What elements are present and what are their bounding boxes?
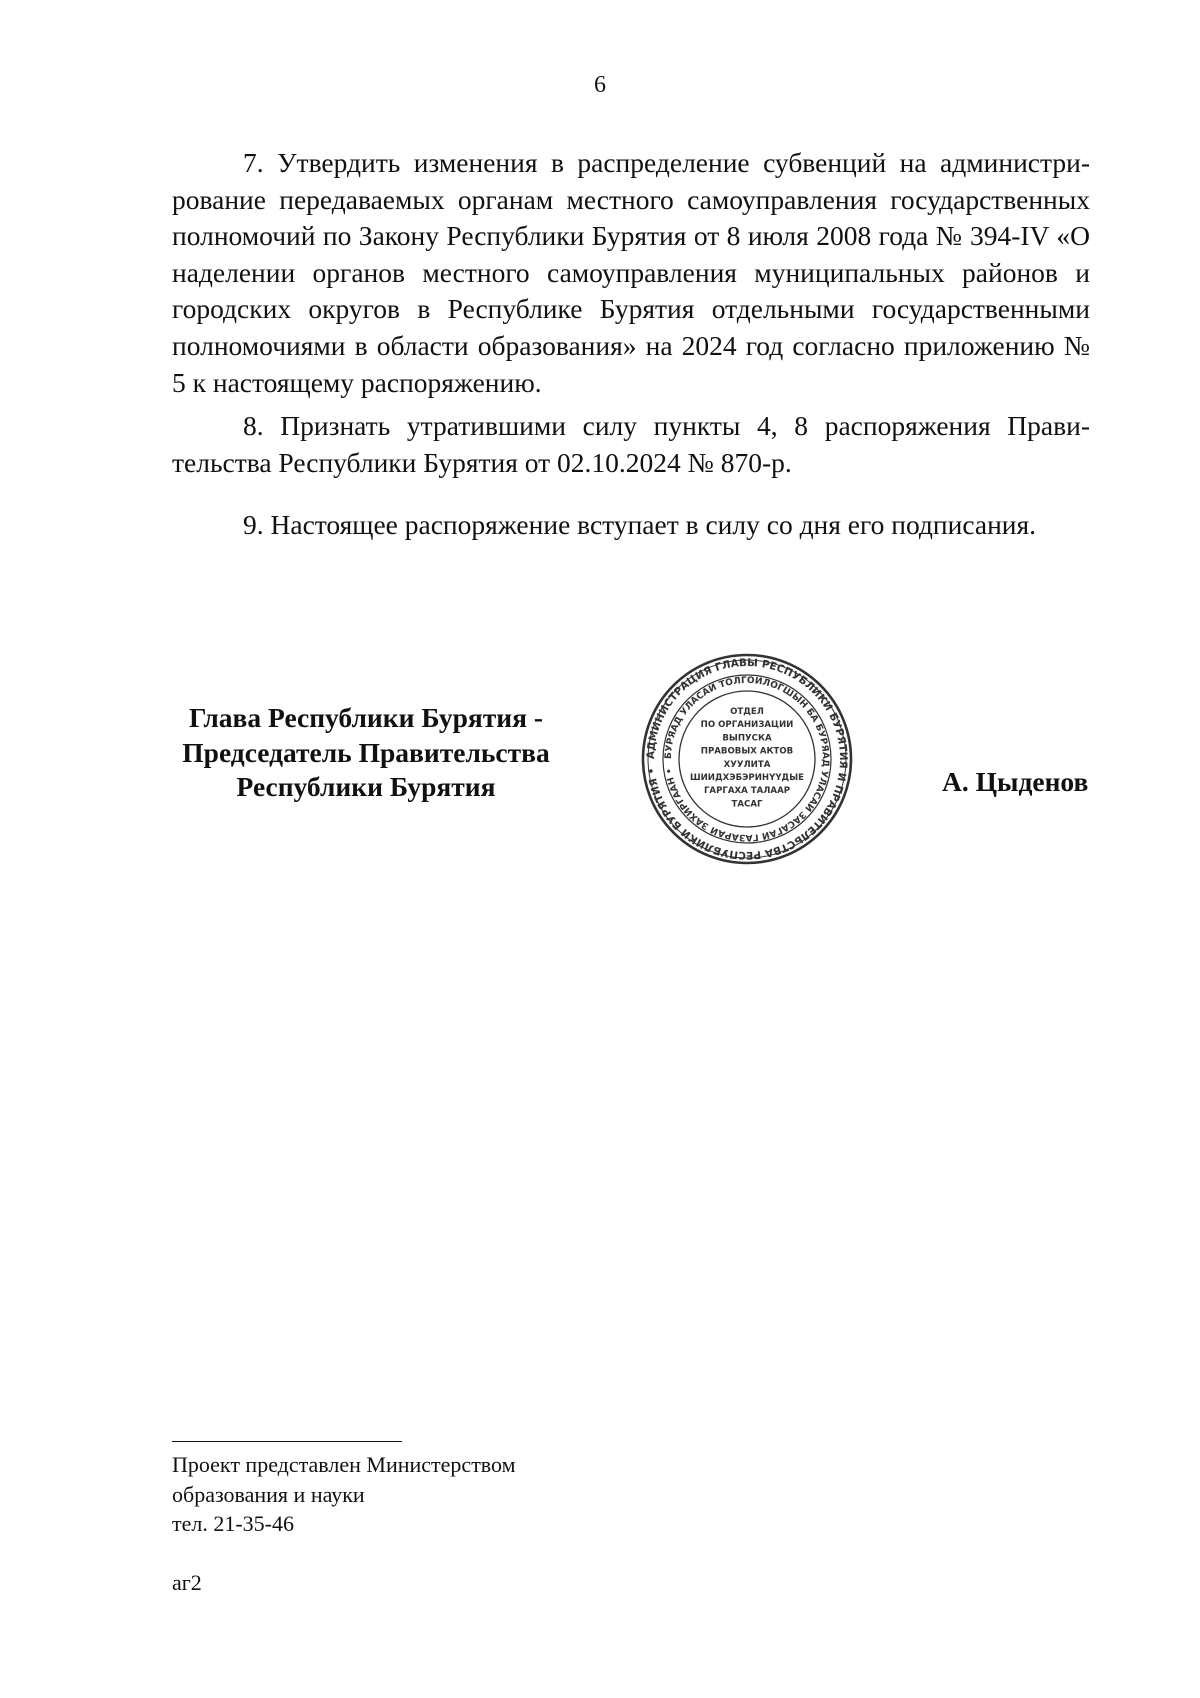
seal-center-line: ШИИДХЭБЭРИНҮҮДЫЕ [689,773,805,783]
seal-center-line: ПРАВОВЫХ АКТОВ [700,746,794,757]
paragraph-7-text: 7. Утвердить изменения в распределение субвенций на администрирование передаваемых органам местного самоуправления государственных полномочий по Закону Республики Бурятия от 8 июля 2008 года № 394-IV «О наделении органов местного самоуправления муниципальных районов и городских округов в Республике Бурятия отдельными государственными полномочиями в области образования» на 2024 год согласно приложению № 5 к настоящему распоряжению. [172,147,1090,398]
signatory-title-line-3: Республики Бурятия [236,771,496,802]
seal-center-line: ПО ОРГАНИЗАЦИИ [700,720,794,731]
footnote [172,1450,516,1539]
seal-center-line: ХУУЛИТА [723,759,771,770]
seal-center-line: ВЫПУСКА [722,733,772,744]
footnote-divider [172,1441,402,1442]
footnote-line-1: Проект представлен Министерством [172,1452,516,1477]
footnote-line-3: тел. 21-35-46 [172,1511,295,1536]
seal-outer-text: АДМИНИСТРАЦИЯ ГЛАВЫ РЕСПУБЛИКИ БУРЯТИЯ И ПРАВИТЕЛЬСТВА РЕСПУБЛИКИ БУРЯТИЯ • [644,656,850,862]
paragraph-7 [172,145,1090,401]
page-number: 6 [594,72,606,98]
paragraph-8-text: 8. Признать утратившими силу пункты 4, 8 распоряжения Правительства Республики Бурятия от 02.10.2024 № 870-р. [172,410,1090,478]
signatory-title [166,701,566,805]
document-code: аг2 [172,1570,202,1595]
seal-center-line: ОТДЕЛ [730,707,764,717]
official-seal [640,652,854,866]
seal-center-line: ГАРГАХА ТАЛААР [703,786,791,797]
signer-name: А. Цыденов [942,766,1089,797]
footnote-line-2: образования и науки [172,1481,365,1507]
paragraph-9-text: 9. Настоящее распоряжение вступает в силу со дня его подписания. [243,509,1037,540]
seal-center-line: ТАСАГ [731,799,763,810]
seal-middle-text: БУРЯАД УЛАСАЙ ТОЛГОЙЛОГШЫН БА БУРЯАД УЛАСАЙ ЗАСАГАЙ ГАЗАРАЙ ЗАХИРГААН • [663,675,831,843]
paragraph-8 [172,408,1090,481]
signatory-title-line-1: Глава Республики Бурятия - [188,702,544,733]
signatory-title-line-2: Председатель Правительства [182,736,550,768]
paragraph-9 [172,507,1090,544]
